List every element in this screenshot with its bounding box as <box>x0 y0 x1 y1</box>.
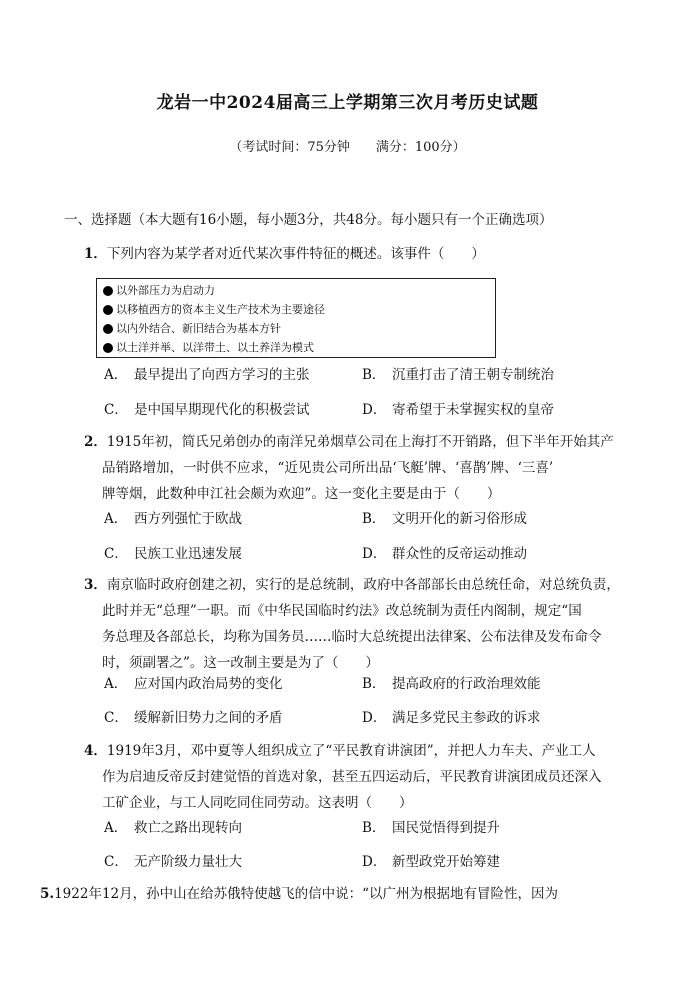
option-a[interactable]: A． 救亡之路出现转向 <box>104 820 242 836</box>
option-a[interactable]: A． 应对国内政治局势的变化 <box>104 676 283 692</box>
question-number: 4． <box>84 743 107 759</box>
option-d[interactable]: D． 群众性的反帝运动推动 <box>362 546 527 562</box>
bullet-icon <box>103 286 113 296</box>
option-a[interactable]: A． 西方列强忙于欧战 <box>104 511 242 527</box>
question-number: 5. <box>40 886 55 902</box>
question-number: 1． <box>84 246 107 262</box>
option-b[interactable]: B． 国民觉悟得到提升 <box>362 820 500 836</box>
option-a[interactable]: A． 最早提出了向西方学习的主张 <box>104 367 310 383</box>
bullet-icon <box>103 305 113 315</box>
option-b[interactable]: B． 沉重打击了清王朝专制统治 <box>362 367 554 383</box>
exam-title: 龙岩一中2024届高三上学期第三次月考历史试题 <box>156 93 539 113</box>
excerpt-item: 以移植西方的资本主义生产技术为主要途径 <box>103 300 489 319</box>
question-1-excerpt-box <box>96 278 496 358</box>
option-b[interactable]: B． 文明开化的新习俗形成 <box>362 511 527 527</box>
bullet-icon <box>103 343 113 353</box>
bullet-icon <box>103 324 113 334</box>
question-1-stem: 1．下列内容为某学者对近代某次事件特征的概述。该事件（ ） <box>84 246 485 262</box>
option-c[interactable]: C． 民族工业迅速发展 <box>104 546 242 562</box>
option-c[interactable]: C． 是中国早期现代化的积极尝试 <box>104 402 310 418</box>
question-number: 3． <box>84 577 107 593</box>
excerpt-item: 以土洋并举、以洋带土、以土养洋为模式 <box>103 338 489 357</box>
option-d[interactable]: D． 满足多党民主参政的诉求 <box>362 710 541 726</box>
option-d[interactable]: D． 寄希望于未掌握实权的皇帝 <box>362 402 554 418</box>
option-d[interactable]: D． 新型政党开始筹建 <box>362 854 500 870</box>
question-5-stem: 5.1922年12月，孙中山在给苏俄特使越飞的信中说：“以广州为根据地有冒险性，因为 <box>40 886 559 902</box>
question-4-stem: 4．1919年3月，邓中夏等人组织成立了“平民教育讲演团”，并把人力车夫、产业工人 作为启迪反帝反封建觉悟的首选对象，甚至五四运动后，平民教育讲演团成员还深入 工矿企业，与工人同吃同住同劳动。这表明（ ） <box>84 743 602 811</box>
question-3-stem: 3．南京临时政府创建之初，实行的是总统制，政府中各部部长由总统任命，对总统负责， 此时并无“总理”一职。而《中华民国临时约法》改总统制为责任内阁制，规定“国 务总理及各部总长，均称为国务员……临时大总统提出法律案、公布法律及发布命令 时，须副署之”。这一改制主要是为了（ ） <box>84 577 620 671</box>
question-number: 2． <box>84 434 107 450</box>
exam-meta <box>0 136 695 155</box>
question-2-stem: 2．1915年初，简氏兄弟创办的南洋兄弟烟草公司在上海打不开销路，但下半年开始其产 品销路增加，一时供不应求，“近见贵公司所出品‘飞艇’牌、‘喜鹊’牌、‘三喜’ 牌等烟，此数种申江社会颇为欢迎”。这一变化主要是由于（ ） <box>84 434 614 502</box>
exam-score: 满分：100分） <box>375 140 466 155</box>
excerpt-item: 以外部压力为启动力 <box>103 281 489 300</box>
option-b[interactable]: B． 提高政府的行政治理效能 <box>362 676 541 692</box>
option-c[interactable]: C． 缓解新旧势力之间的矛盾 <box>104 710 283 726</box>
section-heading: 一、选择题（本大题有16小题，每小题3分，共48分。每小题只有一个正确选项） <box>64 212 553 228</box>
exam-time: （考试时间：75分钟 <box>229 140 350 155</box>
excerpt-item: 以内外结合、新旧结合为基本方针 <box>103 319 489 338</box>
option-c[interactable]: C． 无产阶级力量壮大 <box>104 854 242 870</box>
